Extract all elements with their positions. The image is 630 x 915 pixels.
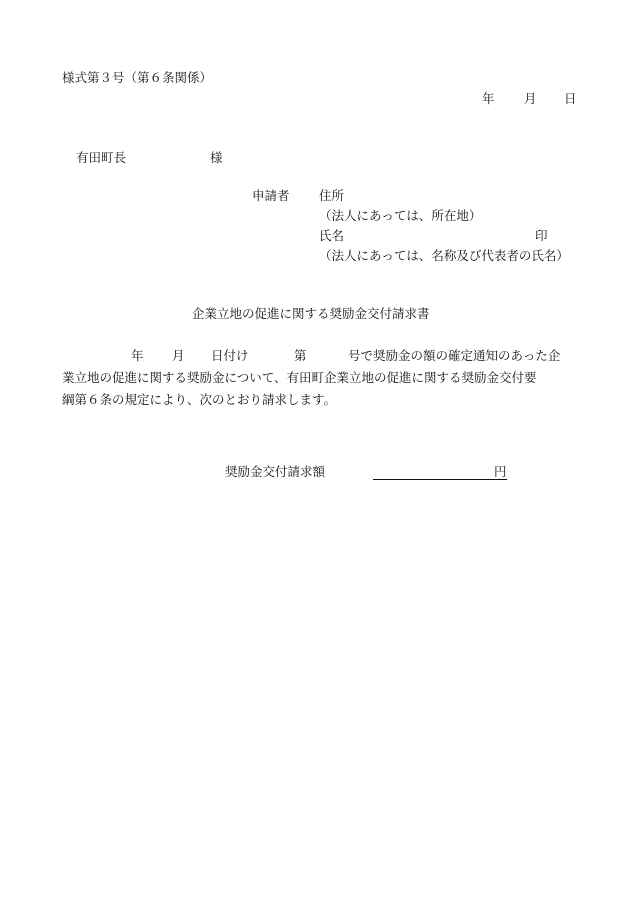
body-line-2: 業立地の促進に関する奨励金について、有田町企業立地の促進に関する奨励金交付要	[62, 370, 537, 385]
body-number-prefix: 第	[294, 348, 307, 363]
body-paragraph	[62, 367, 582, 411]
body-blank-year: 年	[131, 348, 144, 363]
name-note: （法人にあっては、名称及び代表者の氏名）	[319, 248, 569, 263]
date-day: 日	[564, 91, 577, 106]
date-year: 年	[482, 91, 495, 106]
date-month: 月	[524, 91, 537, 106]
address-label: 住所	[319, 188, 345, 203]
applicant-label: 申請者	[252, 188, 290, 203]
seal-mark: 印	[535, 228, 548, 243]
form-number: 様式第３号（第６条関係）	[62, 70, 213, 85]
body-line-3: 綱第６条の規定により、次のとおり請求します。	[62, 392, 337, 407]
amount-label: 奨励金交付請求額	[225, 464, 326, 479]
name-label: 氏名	[319, 228, 345, 243]
addressee-honorific: 様	[210, 150, 223, 165]
body-blank-month: 月	[172, 348, 185, 363]
address-note: （法人にあっては、所在地）	[319, 208, 482, 223]
document-title: 企業立地の促進に関する奨励金交付請求書	[192, 306, 430, 321]
body-dated: 日付け	[211, 348, 249, 363]
amount-blank-line	[373, 479, 507, 480]
addressee-name: 有田町長	[76, 150, 127, 165]
amount-unit: 円	[494, 464, 507, 479]
body-line1-rest: 号で奨励金の額の確定通知のあった企	[348, 348, 561, 363]
